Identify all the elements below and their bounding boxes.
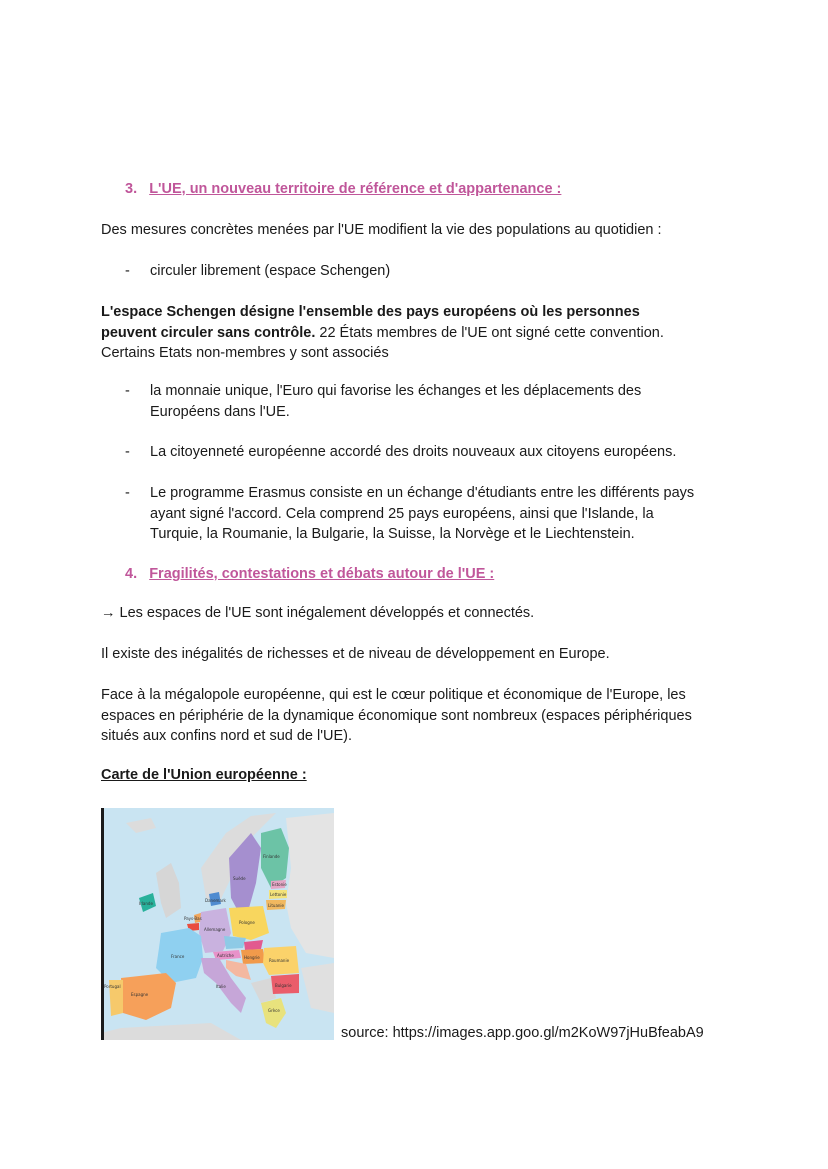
map-label-estonia: Estonie [272, 882, 287, 887]
bullet-euro-line: la monnaie unique, l'Euro qui favorise les échanges et les déplacements des [150, 383, 642, 399]
map-label-greece: Grèce [268, 1008, 280, 1013]
map-label-latvia: Lettonie [270, 892, 287, 897]
map-label-portugal: Portugal [104, 984, 121, 989]
arrow-line: → Les espaces de l'UE sont inégalement développés et connectés. [101, 605, 535, 621]
bullet-erasmus-line: Turquie, la Roumanie, la Bulgarie, la Suisse, la Norvège et le Liechtenstein. [150, 526, 635, 542]
map-label-poland: Pologne [239, 920, 255, 925]
map-label-italy: Italie [216, 984, 226, 989]
schengen-definition-2: peuvent circuler sans contrôle. [101, 324, 316, 341]
schengen-members: 22 États membres de l'UE ont signé cette convention. [315, 324, 664, 341]
country-greece [261, 998, 286, 1028]
bullet-schengen-text: circuler librement (espace Schengen) [150, 263, 391, 279]
bullet-citizenship [150, 442, 676, 463]
land-uk [156, 863, 181, 918]
land-iceland [126, 818, 156, 833]
eu-map-drawing [101, 808, 334, 1040]
intro-text: Des mesures concrètes menées par l'UE modifient la vie des populations au quotidien : [101, 222, 662, 238]
land-east [286, 813, 334, 958]
bullet-erasmus-dash: - [125, 485, 130, 501]
schengen-definition-1: L'espace Schengen désigne l'ensemble des pays européens où les personnes [101, 304, 640, 320]
eu-map-image [101, 808, 334, 1040]
bullet-erasmus [150, 483, 694, 545]
schengen-paragraph [101, 302, 664, 364]
bullet-dash: - [125, 263, 130, 279]
megalopole-paragraph [101, 685, 692, 747]
map-label-denmark: Danemark [205, 898, 226, 903]
section-4-heading [125, 566, 494, 582]
map-label-bulgaria: Bulgarie [275, 983, 292, 988]
section-3-heading [125, 181, 561, 197]
bullet-euro-line: Européens dans l'UE. [150, 403, 290, 420]
country-czechia [224, 936, 246, 949]
country-spain [121, 973, 176, 1020]
map-label-austria: Autriche [217, 953, 234, 958]
map-label-finland: Finlande [263, 854, 280, 859]
bullet-erasmus-line: ayant signé l'accord. Cela comprend 25 pays européens, ainsi que l'Islande, la [150, 505, 654, 522]
megalopole-line: espaces en périphérie de la dynamique économique sont nombreux (espaces périphériques [101, 707, 692, 724]
bullet-euro-dash: - [125, 383, 130, 399]
section-4-number: 4. [125, 566, 138, 582]
map-label-ireland: Irlande [139, 901, 153, 906]
map-label-spain: Espagne [131, 992, 149, 997]
map-label-sweden: Suède [233, 876, 246, 881]
bullet-citizenship-line: La citoyenneté européenne accordé des droits nouveaux aux citoyens européens. [150, 444, 677, 460]
bullet-erasmus-line: Le programme Erasmus consiste en un échange d'étudiants entre les différents pays [150, 485, 695, 501]
map-label-france: France [171, 954, 185, 959]
map-source: source: https://images.app.goo.gl/m2KoW97jHuBfeabA9 [341, 1025, 704, 1041]
section-4-title: Fragilités, contestations et débats autour de l'UE : [149, 566, 495, 582]
land-balkans-east [301, 963, 334, 1013]
section-3-number: 3. [125, 181, 138, 197]
inequalities-text: Il existe des inégalités de richesses et de niveau de développement en Europe. [101, 646, 610, 662]
bullet-euro [150, 381, 641, 422]
bullet-schengen [125, 263, 130, 279]
map-label-lithuania: Lituanie [268, 903, 285, 908]
map-label-romania: Roumanie [269, 958, 290, 963]
section-3-title: L'UE, un nouveau territoire de référence et d'appartenance : [149, 181, 562, 197]
bullet-citizenship-dash: - [125, 444, 130, 460]
land-africa [101, 1023, 241, 1040]
megalopole-line: situés aux confins nord et sud de l'UE). [101, 728, 353, 744]
country-slovakia [244, 940, 263, 950]
megalopole-line: Face à la mégalopole européenne, qui est le cœur politique et économique de l'Europe, les [101, 687, 686, 703]
map-title: Carte de l'Union européenne : [101, 767, 307, 783]
map-label-germany: Allemagne [204, 927, 226, 932]
map-label-netherlands: Pays-Bas [184, 916, 202, 921]
schengen-associated: Certains Etats non-membres y sont associés [101, 345, 389, 361]
map-label-hungary: Hongrie [244, 955, 260, 960]
